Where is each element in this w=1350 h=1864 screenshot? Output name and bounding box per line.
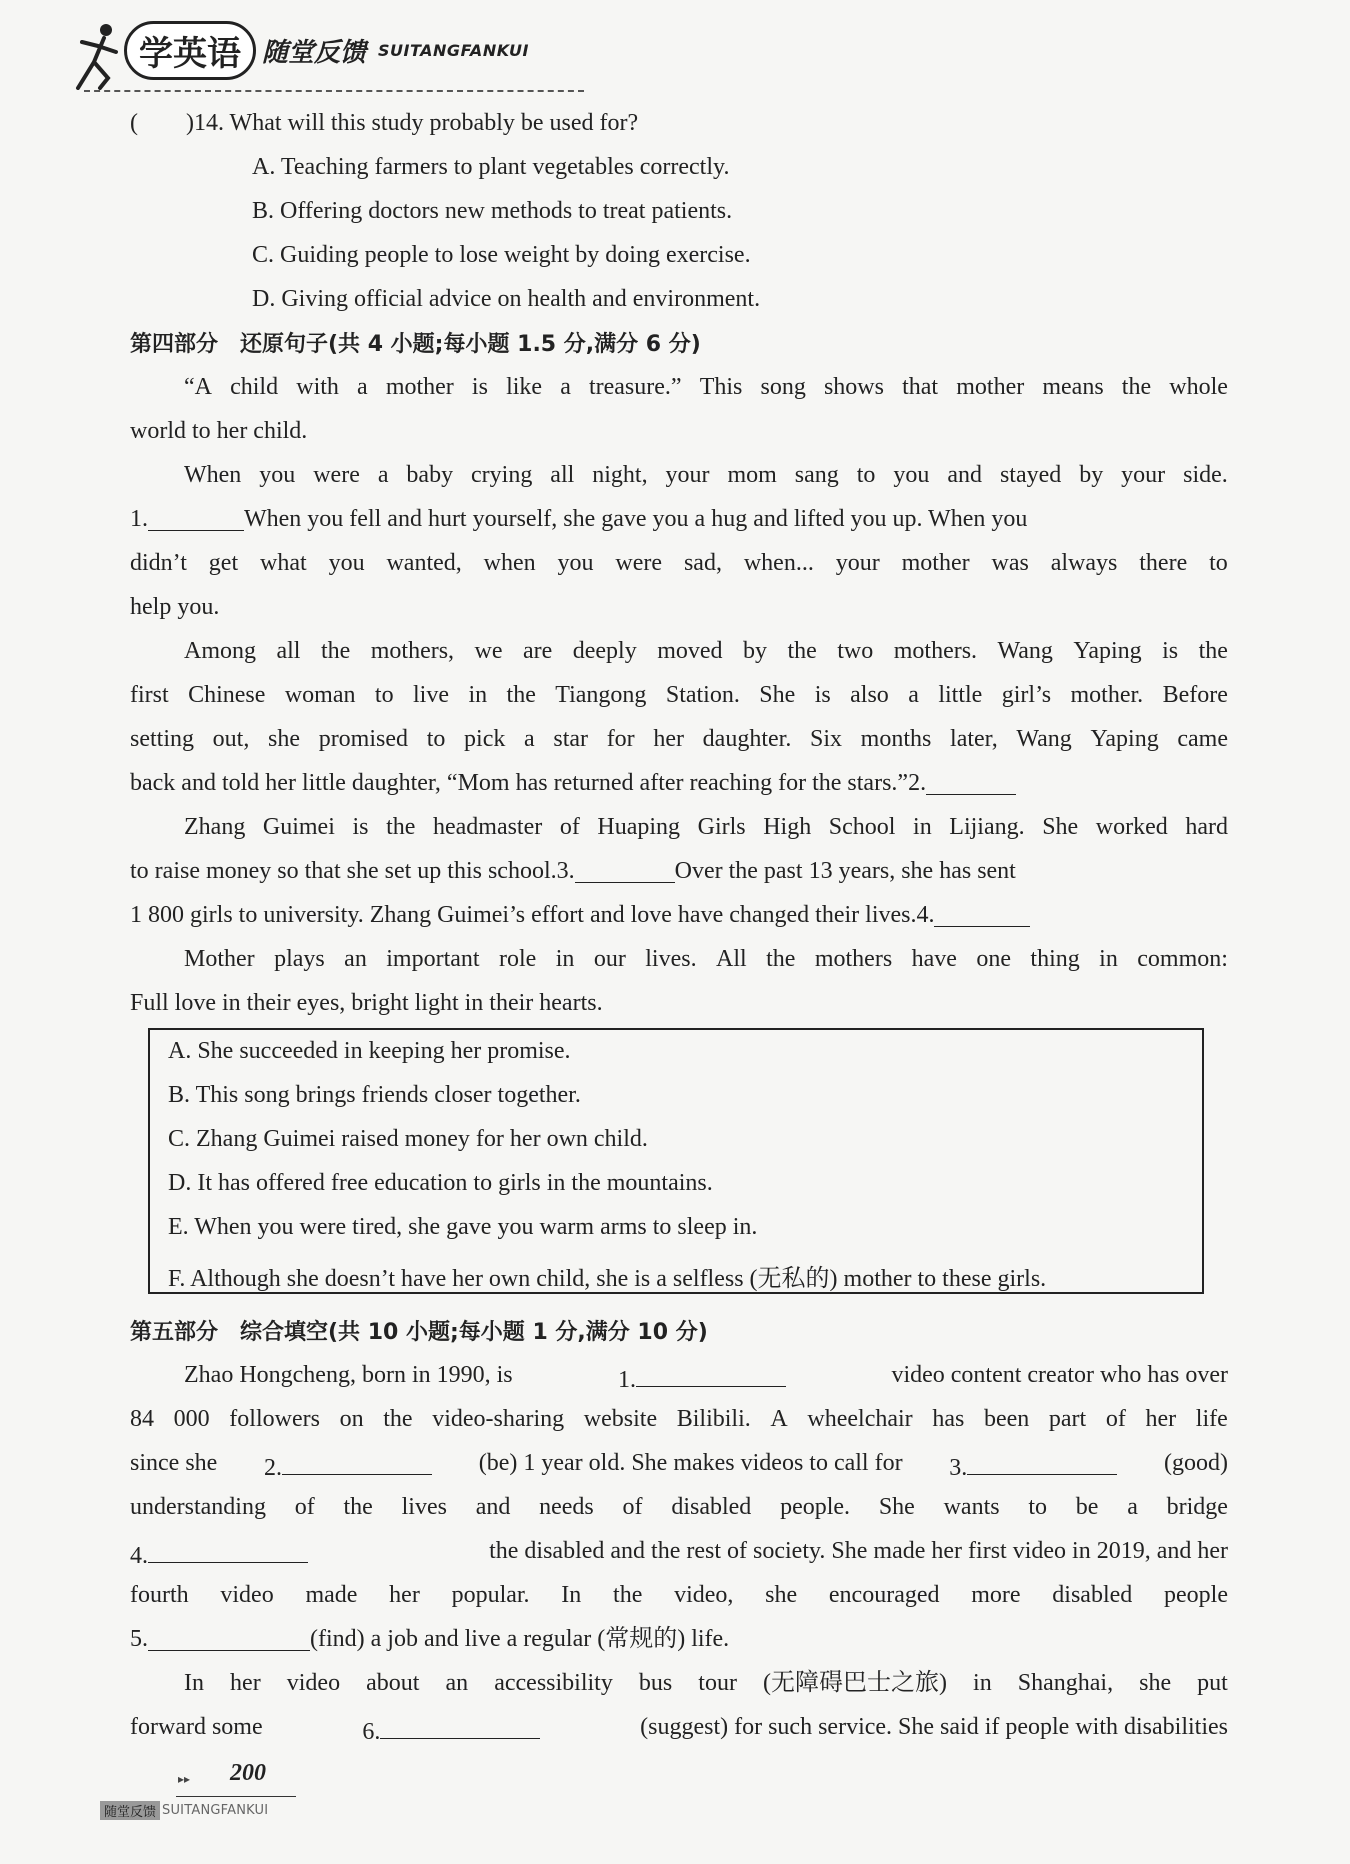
option-a: A. She succeeded in keeping her promise.: [168, 1038, 571, 1064]
question-14: [130, 108, 638, 138]
blank-label: 5.: [130, 1626, 148, 1652]
blank-group: [618, 1360, 786, 1404]
option-f: F. Although she doesn’t have her own child, she is a selfless (无私的) mother to these girls.: [168, 1266, 1047, 1292]
blank-group: [130, 1536, 308, 1580]
text-line: first Chinese woman to live in the Tiangong Station. She is also a little girl’s mother. Before: [130, 682, 1228, 708]
blank-group: [362, 1712, 540, 1756]
blank-label: 3.: [556, 858, 575, 884]
text-line: [130, 1624, 1228, 1668]
footer-tag-zh: 随堂反馈: [100, 1801, 160, 1820]
text-run: (be) 1 year old. She makes videos to call for: [478, 1450, 903, 1476]
option-b: B. This song brings friends closer together.: [168, 1082, 581, 1108]
fill-blank-4[interactable]: [148, 1536, 308, 1563]
q14-option-c: C. Guiding people to lose weight by doing exercise.: [252, 242, 751, 268]
q14-option-b: B. Offering doctors new methods to treat patients.: [252, 198, 733, 224]
text-line: [130, 768, 1228, 812]
text-run: 1 800 girls to university. Zhang Guimei’s effort and love have changed their lives.: [130, 902, 917, 928]
header-divider: [84, 90, 584, 92]
text-line: [130, 504, 1228, 548]
fill-blank-3[interactable]: [967, 1448, 1117, 1475]
text-line: [130, 900, 1228, 944]
part5-heading: 第五部分 综合填空(共 10 小题;每小题 1 分,满分 10 分): [130, 1320, 708, 1345]
text-run: (good): [1164, 1450, 1228, 1476]
options-box: [148, 1028, 1204, 1294]
footer-arrows-icon: ▸▸: [178, 1772, 191, 1786]
blank-group: [949, 1448, 1117, 1492]
text-run: to raise money so that she set up this school.: [130, 858, 557, 884]
option-e: E. When you were tired, she gave you warm arms to sleep in.: [168, 1214, 758, 1240]
text-line: fourth video made her popular. In the video, she encouraged more disabled people: [130, 1582, 1228, 1608]
runner-logo-icon: [68, 22, 128, 90]
blank-label: 3.: [949, 1455, 968, 1481]
text-run: forward some: [130, 1714, 263, 1740]
text-line: Among all the mothers, we are deeply moved by the two mothers. Wang Yaping is the: [184, 638, 1228, 664]
blank-group: [264, 1448, 432, 1492]
footer-brand: [100, 1800, 268, 1820]
text-run: (suggest) for such service. She said if people with disabilities: [640, 1714, 1228, 1740]
text-line: “A child with a mother is like a treasure.” This song shows that mother means the whole: [184, 374, 1228, 400]
text-line: help you.: [130, 594, 220, 620]
fill-blank-5[interactable]: [148, 1624, 310, 1651]
text-line: [130, 856, 1228, 900]
text-run: (find) a job and live a regular (常规的) life.: [310, 1626, 730, 1652]
text-line: [130, 1448, 1228, 1492]
fill-blank-1[interactable]: [636, 1360, 786, 1387]
blank-label: 1.: [130, 506, 148, 532]
text-run: When you fell and hurt yourself, she gave you a hug and lifted you up. When you: [244, 506, 1028, 532]
blank-label: 4.: [130, 1543, 148, 1569]
answer-blank-1[interactable]: [148, 504, 244, 531]
answer-blank-4[interactable]: [934, 900, 1030, 927]
text-line: [130, 1360, 1228, 1404]
fill-blank-6[interactable]: [380, 1712, 540, 1739]
text-line: Mother plays an important role in our lives. All the mothers have one thing in common:: [184, 946, 1228, 972]
part5-passage: [130, 1360, 1228, 1756]
text-line: understanding of the lives and needs of disabled people. She wants to be a bridge: [130, 1494, 1228, 1520]
option-d: D. It has offered free education to girls in the mountains.: [168, 1170, 713, 1196]
fill-blank-2[interactable]: [282, 1448, 432, 1475]
question-stem: 14. What will this study probably be used for?: [193, 110, 639, 136]
blank-label: 6.: [362, 1719, 381, 1745]
blank-label: 2.: [908, 770, 927, 796]
blank-label: 1.: [618, 1367, 637, 1393]
text-line: 84 000 followers on the video-sharing website Bilibili. A wheelchair has been part of her life: [130, 1406, 1228, 1432]
text-run: Over the past 13 years, she has sent: [674, 858, 1016, 884]
text-line: [130, 1712, 1228, 1756]
text-run: the disabled and the rest of society. She made her first video in 2019, and her: [489, 1538, 1228, 1564]
text-line: Zhang Guimei is the headmaster of Huaping Girls High School in Lijiang. She worked hard: [184, 814, 1228, 840]
answer-blank-3[interactable]: [575, 856, 675, 883]
text-line: [130, 1536, 1228, 1580]
footer-divider: [176, 1796, 296, 1797]
text-line: In her video about an accessibility bus tour (无障碍巴士之旅) in Shanghai, she put: [184, 1670, 1228, 1696]
answer-bracket: ( ): [130, 110, 194, 136]
text-line: When you were a baby crying all night, your mom sang to you and stayed by your side.: [184, 462, 1228, 488]
option-c: C. Zhang Guimei raised money for her own child.: [168, 1126, 648, 1152]
part4-heading: 第四部分 还原句子(共 4 小题;每小题 1.5 分,满分 6 分): [130, 332, 701, 357]
text-run: back and told her little daughter, “Mom has returned after reaching for the stars.”: [130, 770, 909, 796]
brand-title: [124, 26, 529, 74]
page-number: 200: [230, 1760, 266, 1786]
text-line: world to her child.: [130, 418, 308, 444]
page-header: [64, 12, 544, 92]
brand-main: 学英语: [124, 21, 256, 80]
brand-en: SUITANGFANKUI: [378, 40, 529, 60]
answer-blank-2[interactable]: [926, 768, 1016, 795]
part4-passage: [130, 372, 1228, 1032]
blank-label: 4.: [916, 902, 935, 928]
footer-tag-en: SUITANGFANKUI: [162, 1802, 269, 1818]
brand-sub: 随堂反馈: [262, 37, 367, 68]
text-line: setting out, she promised to pick a star for her daughter. Six months later, Wang Yaping came: [130, 726, 1228, 752]
text-run: since she: [130, 1450, 218, 1476]
text-run: video content creator who has over: [891, 1362, 1228, 1388]
q14-option-a: A. Teaching farmers to plant vegetables correctly.: [252, 154, 730, 180]
text-line: Full love in their eyes, bright light in their hearts.: [130, 990, 603, 1016]
blank-label: 2.: [264, 1455, 283, 1481]
text-line: didn’t get what you wanted, when you were sad, when... your mother was always there to: [130, 550, 1228, 576]
q14-option-d: D. Giving official advice on health and environment.: [252, 286, 761, 312]
text-run: Zhao Hongcheng, born in 1990, is: [184, 1362, 513, 1388]
